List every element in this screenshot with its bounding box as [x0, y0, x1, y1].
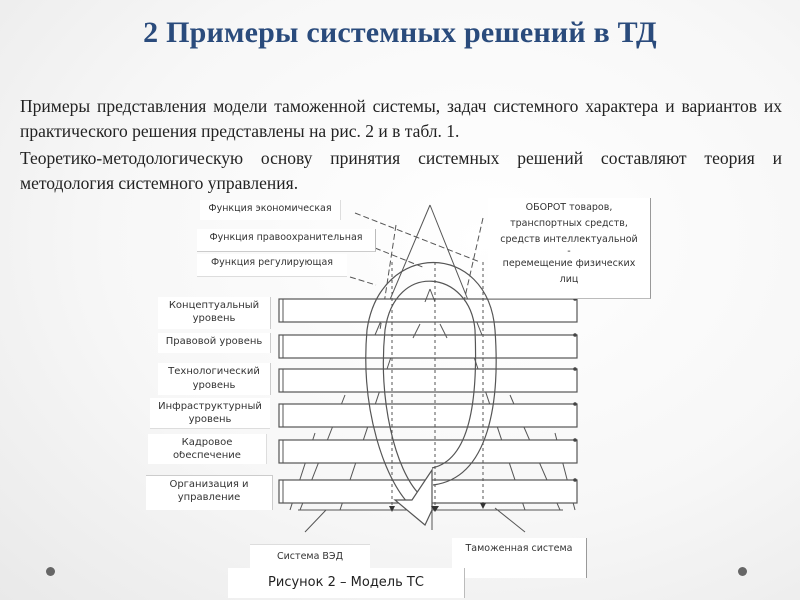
turnover-line-3: средств интеллектуальной: [500, 234, 638, 245]
level-staffing-label: [148, 434, 267, 464]
level-infrastructure-line-2: уровень: [188, 415, 232, 425]
bullet-left-icon: [46, 567, 55, 576]
level-organization-line-2: управление: [177, 493, 241, 503]
customs-system-label: [452, 538, 587, 578]
level-conceptual-line-2: уровень: [192, 314, 236, 324]
level-staffing-line-1: Кадровое: [181, 437, 233, 448]
bullet-right-icon: [738, 567, 747, 576]
level-infrastructure-line-1: Инфраструктурный: [158, 401, 262, 412]
function-regulating-text: Функция регулирующая: [211, 257, 333, 268]
level-legal-label: [158, 333, 271, 353]
turnover-line-5: перемещение физических: [502, 258, 636, 269]
level-staffing-line-2: обеспечение: [173, 451, 241, 461]
system-ved-text: Система ВЭД: [277, 551, 343, 562]
function-economic-text: Функция экономическая: [208, 203, 332, 214]
paragraph-1: Примеры представления модели таможенной системы, задач системного характера и вариантов их практического решения представлены на рис. 2 и в табл. 1.: [20, 96, 782, 141]
level-legal-text: Правовой уровень: [165, 336, 263, 347]
level-organization-line-1: Организация и: [169, 479, 249, 490]
level-infrastructure-label: [150, 398, 270, 429]
level-technological-line-2: уровень: [192, 380, 236, 391]
level-conceptual-label: [158, 297, 271, 329]
system-ved-label: [250, 544, 370, 569]
function-law-enforcement-label: [197, 229, 376, 252]
turnover-line-2: транспортных средств,: [510, 218, 628, 229]
slide-title: 2 Примеры системных решений в ТД: [143, 16, 657, 49]
function-law-enforcement-text: Функция правоохранительная: [209, 232, 363, 243]
turnover-line-1: ОБОРОТ товаров,: [525, 202, 613, 213]
level-technological-label: [158, 363, 271, 395]
level-technological-line-1: Технологический: [168, 366, 260, 377]
turnover-line-6: лиц: [559, 274, 579, 285]
paragraph-2: Теоретико-методологическую основу принятия системных решений составляют теория и методология системного управления.: [20, 148, 782, 193]
function-economic-label: [200, 200, 341, 220]
turnover-box: [488, 198, 651, 299]
customs-system-text: Таможенная система: [465, 543, 573, 554]
turnover-line-4: -: [567, 246, 571, 257]
function-regulating-label: [197, 254, 347, 277]
figure-caption: Рисунок 2 – Модель ТС: [228, 568, 465, 598]
level-conceptual-line-1: Концептуальный: [168, 300, 260, 311]
level-organization-label: [146, 475, 273, 510]
